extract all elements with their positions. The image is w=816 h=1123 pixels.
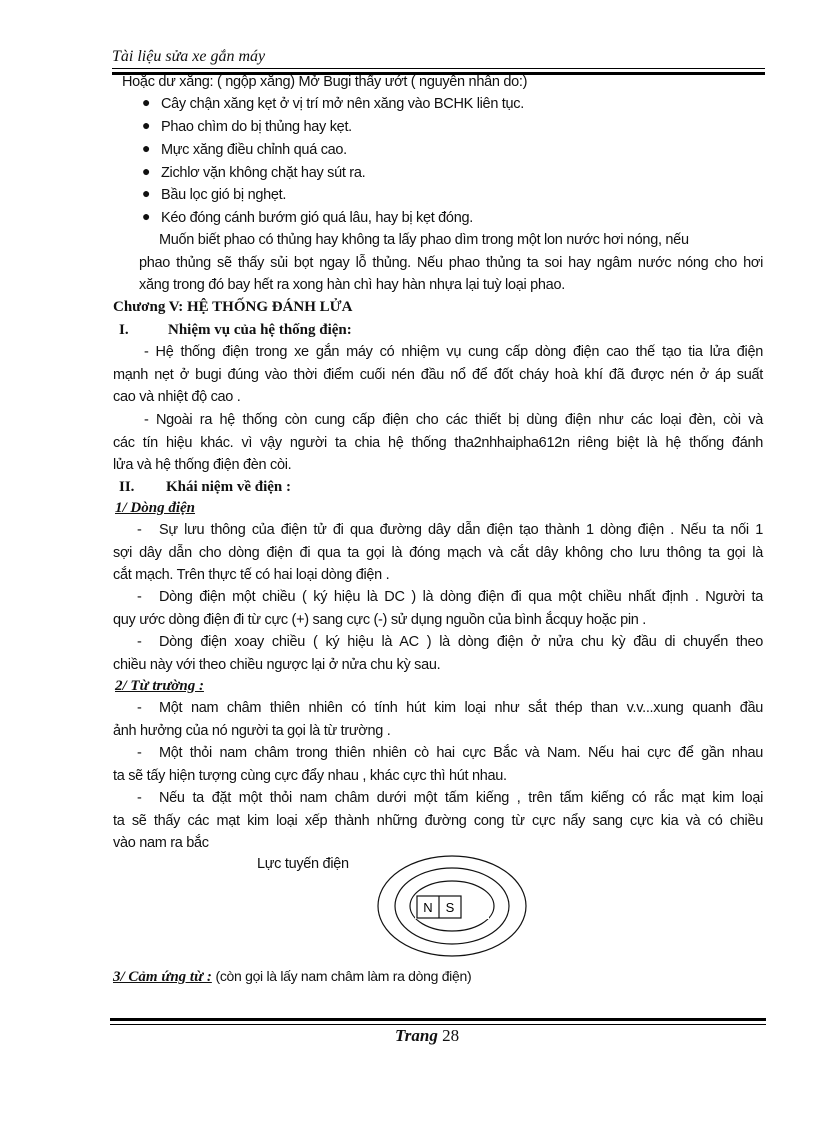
list-item: Kéo đóng cánh bướm gió quá lâu, hay bị kẹt đóng.	[161, 210, 473, 226]
dash-marker: -	[137, 522, 142, 538]
pole-s-label: S	[445, 900, 455, 915]
paragraph-line: cao và nhiệt độ cao .	[113, 389, 241, 405]
paragraph-line: vào nam ra bắc	[113, 835, 209, 851]
paragraph-line: quy ước dòng điện đi từ cực (+) sang cực (-) sử dụng nguồn của bình ắcquy hoặc pin .	[113, 612, 646, 628]
paragraph-line: Nếu ta đặt một thỏi nam châm dưới một tấm kiếng , trên tấm kiếng có rắc mạt kim loại	[159, 790, 763, 806]
subsection-heading: 1/ Dòng điện	[115, 500, 196, 516]
list-item: Mực xăng điều chỉnh quá cao.	[161, 142, 347, 158]
dash-marker: -	[137, 790, 142, 806]
dash-marker: -	[137, 589, 142, 605]
page-footer	[395, 1026, 459, 1046]
paragraph-line: sợi dây dẫn cho dòng điện đi qua ta gọi là đóng mạch và cắt dây không cho lưu thông ta gọi là	[113, 545, 763, 561]
paragraph-line: Một nam châm thiên nhiên có tính hút kim loại như sắt thép than v.v...xung quanh đầu	[159, 700, 763, 716]
magnet-field-diagram	[372, 848, 532, 968]
list-item: Zichlơ vặn không chặt hay sút ra.	[161, 165, 366, 181]
paragraph-line: Sự lưu thông của điện tử đi qua đường dây dẫn điện tạo thành 1 dòng điện . Nếu ta nối 1	[159, 522, 763, 538]
dash-marker: -	[137, 700, 142, 716]
paragraph-line: Một thỏi nam châm trong thiên nhiên cò hai cực Bắc và Nam. Nếu hai cực để gần nhau	[159, 745, 763, 761]
bullet-icon: ●	[142, 96, 151, 111]
pole-n-label: N	[423, 900, 433, 915]
subsection-note: (còn gọi là lấy nam châm làm ra dòng điện)	[215, 968, 472, 984]
paragraph-line: Muốn biết phao có thủng hay không ta lấy phao dìm trong một lon nước hơi nóng, nếu	[159, 232, 689, 248]
bullet-icon: ●	[142, 119, 151, 134]
paragraph-line: Dòng điện một chiều ( ký hiệu là DC ) là dòng điện đi qua một chiều nhất định . Người ta	[159, 589, 763, 605]
subsection-heading: 3/ Cảm ứng từ :	[113, 969, 212, 985]
subsection-heading: 2/ Từ trường :	[115, 678, 204, 694]
paragraph-line: xăng trong đó bay hết ra xong hàn chì hay hàn nhựa lại tuỳ loại phao.	[139, 277, 565, 293]
bullet-icon: ●	[142, 142, 151, 157]
footer-label: Trang	[395, 1026, 438, 1045]
section-heading: Khái niệm về điện :	[166, 479, 292, 495]
section-number: I.	[119, 322, 129, 338]
paragraph-line: lửa và hệ thống điện đèn còi.	[113, 457, 292, 473]
bullet-icon: ●	[142, 210, 151, 225]
section-number: II.	[119, 479, 135, 495]
paragraph-line: các tín hiệu khác. vì vậy người ta chia hệ thống tha2nhhaipha612n riêng biệt là hệ thống đánh	[113, 435, 763, 451]
dash-marker: -	[137, 745, 142, 761]
section-heading: Nhiệm vụ của hệ thống điện:	[168, 322, 352, 338]
list-item: Cây chận xăng kẹt ở vị trí mở nên xăng vào BCHK liên tục.	[161, 96, 524, 112]
list-item: Bầu lọc gió bị nghẹt.	[161, 187, 287, 203]
subsection-line	[113, 968, 763, 986]
chapter-heading: Chương V: HỆ THỐNG ĐÁNH LỬA	[113, 299, 353, 315]
paragraph-line: Dòng điện xoay chiều ( ký hiệu là AC ) là dòng điện ở nửa chu kỳ đầu di chuyển theo	[159, 634, 763, 650]
running-header-title: Tài liệu sửa xe gắn máy	[112, 48, 266, 65]
paragraph-line: - Hệ thống điện trong xe gắn máy có nhiệm vụ cung cấp dòng điện cao thế tạo tia lửa điện	[144, 344, 763, 360]
page-number: 28	[442, 1026, 460, 1045]
paragraph-line: phao thủng sẽ thấy sủi bọt ngay lỗ thủng. Nếu phao thủng ta soi hay ngâm nước nóng cho hơi	[139, 255, 763, 271]
paragraph-line: ảnh hưởng của nó người ta gọi là từ trường .	[113, 723, 391, 739]
figure-caption: Lực tuyến điện	[257, 856, 349, 872]
bullet-icon: ●	[142, 187, 151, 202]
paragraph-line: mạnh nẹt ở bugi đúng vào thời điểm cuối nén đầu nổ để đốt cháy hoà khí đã được nén ở áp suất	[113, 367, 763, 383]
footer-rule-thick	[110, 1018, 766, 1021]
list-item: Phao chìm do bị thủng hay kẹt.	[161, 119, 352, 135]
paragraph-line: cắt mạch. Trên thực tế có hai loại dòng điện .	[113, 567, 390, 583]
paragraph-line: ta sẽ tấy hiện tượng cùng cực đẩy nhau , khác cực thì hút nhau.	[113, 768, 507, 784]
footer-rule-thin	[110, 1024, 766, 1025]
paragraph-line: chiều này với theo chiều ngược lại ở nửa chu kỳ sau.	[113, 657, 441, 673]
paragraph-line: - Ngoài ra hệ thống còn cung cấp điện cho các thiết bị dùng điện như các loại đèn, còi và	[144, 412, 763, 428]
paragraph-line: ta sẽ thấy các mạt kim loại xếp thành những đường cong từ cực nẩy sang cực kia và có chiều	[113, 813, 763, 829]
intro-line: Hoặc dư xăng: ( ngộp xăng) Mở Bugi thấy ướt ( nguyên nhân do:)	[122, 74, 528, 90]
dash-marker: -	[137, 634, 142, 650]
header-rule-thin	[112, 68, 765, 69]
bullet-icon: ●	[142, 165, 151, 180]
